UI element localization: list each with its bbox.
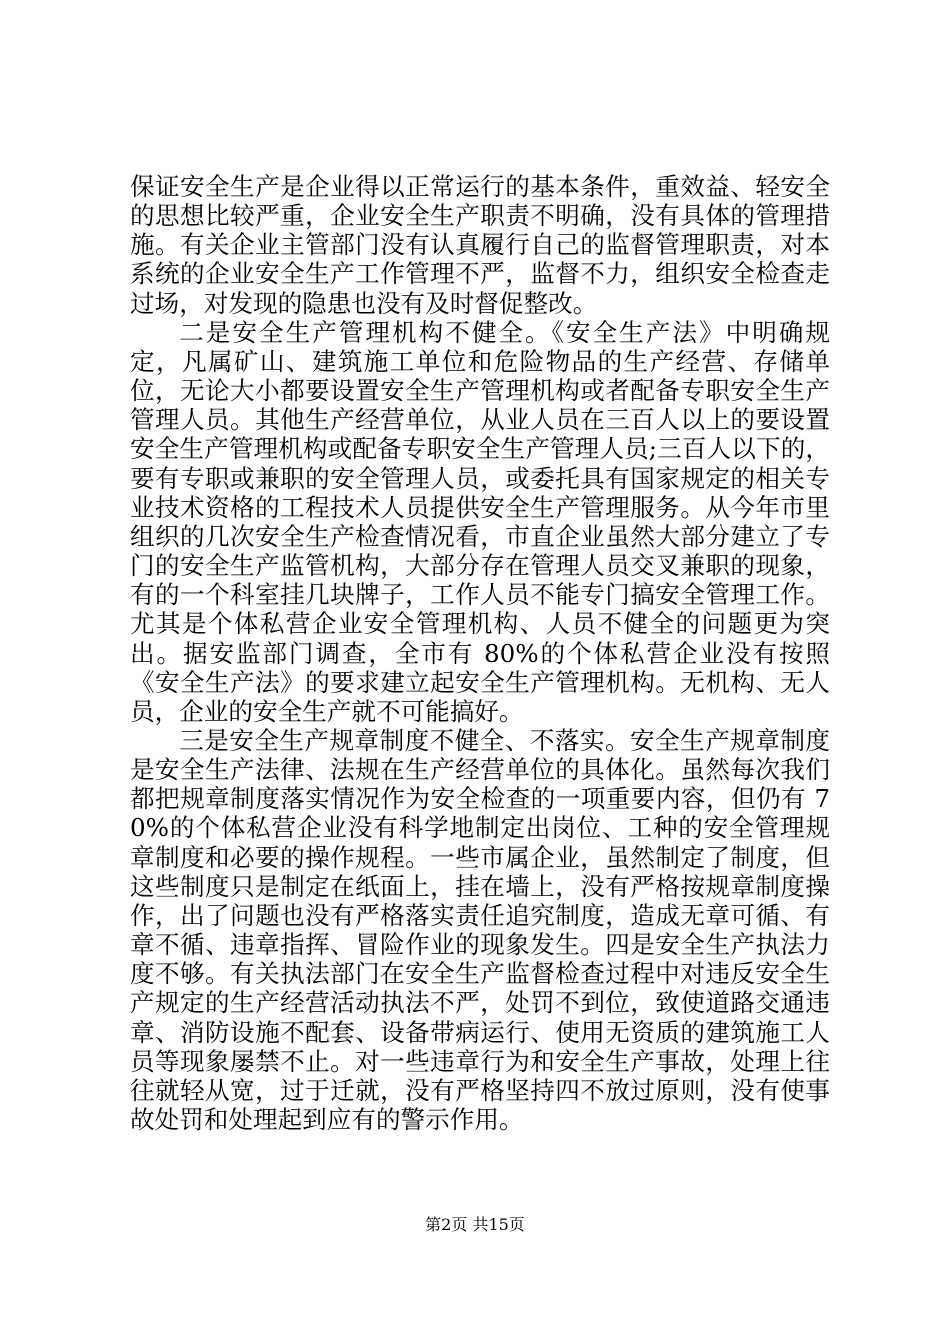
page-footer: 第2页 共15页 bbox=[425, 1215, 525, 1234]
paragraph-2: 二是安全生产管理机构不健全。《安全生产法》中明确规定，凡属矿山、建筑施工单位和危险物品的生产经营、存储单位，无论大小都要设置安全生产管理机构或者配备专职安全生产管理人员。其他生产经营单位，从业人员在三百人以上的要设置安全生产管理机构或配备专职安全生产管理人员;三百人以下的，要有专职或兼职的安全管理人员，或委托具有国家规定的相关专业技术资格的工程技术人员提供安全生产管理服务。从今年市里组织的几次安全生产检查情况看，市直企业虽然大部分建立了专门的安全生产监管机构，大部分存在管理人员交叉兼职的现象，有的一个科室挂几块牌子，工作人员不能专门搞安全管理工作。尤其是个体私营企业安全管理机构、人员不健全的问题更为突出。据安监部门调查，全市有 80%的个体私营企业没有按照《安全生产法》的要求建立起安全生产管理机构。无机构、无人员，企业的安全生产就不可能搞好。 bbox=[130, 317, 830, 726]
document-body bbox=[130, 172, 830, 1134]
paragraph-3: 三是安全生产规章制度不健全、不落实。安全生产规章制度是安全生产法律、法规在生产经营单位的具体化。虽然每次我们都把规章制度落实情况作为安全检查的一项重要内容，但仍有 70%的个体私营企业没有科学地制定出岗位、工种的安全管理规章制度和必要的操作规程。一些市属企业，虽然制定了制度，但这些制度只是制定在纸面上，挂在墙上，没有严格按规章制度操作，出了问题也没有严格落实责任追究制度，造成无章可循、有章不循、违章指挥、冒险作业的现象发生。四是安全生产执法力度不够。有关执法部门在安全生产监督检查过程中对违反安全生产规定的生产经营活动执法不严，处罚不到位，致使道路交通违章、消防设施不配套、设备带病运行、使用无资质的建筑施工人员等现象屡禁不止。对一些违章行为和安全生产事故，处理上往往就轻从宽，过于迁就，没有严格坚持四不放过原则，没有使事故处罚和处理起到应有的警示作用。 bbox=[130, 725, 830, 1134]
paragraph-1: 保证安全生产是企业得以正常运行的基本条件，重效益、轻安全的思想比较严重，企业安全生产职责不明确，没有具体的管理措施。有关企业主管部门没有认真履行自己的监督管理职责，对本系统的企业安全生产工作管理不严，监督不力，组织安全检查走过场，对发现的隐患也没有及时督促整改。 bbox=[130, 172, 830, 318]
